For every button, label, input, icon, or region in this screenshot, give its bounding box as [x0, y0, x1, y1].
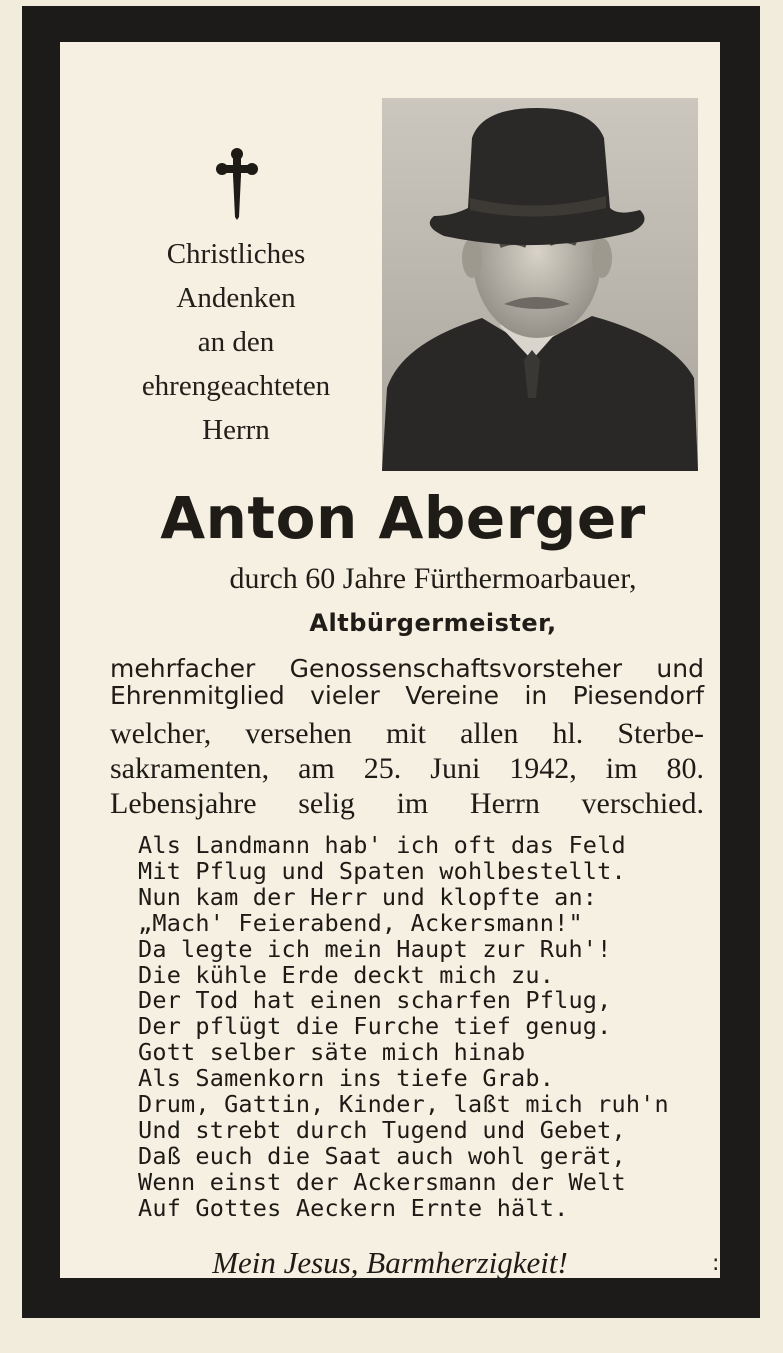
- poem-line: Da legte ich mein Haupt zur Ruh'!: [138, 934, 612, 963]
- memorial-intro: [110, 232, 362, 452]
- intro-line: Christliches: [166, 238, 306, 270]
- intro-line: an den: [197, 326, 275, 358]
- intro-line: Herrn: [202, 414, 270, 446]
- portrait-photo: [382, 98, 698, 471]
- poem-line: Wenn einst der Ackersmann der Welt: [138, 1167, 626, 1196]
- poem-line: „Mach' Feierabend, Ackersmann!": [138, 908, 583, 937]
- poem-line: Mit Pflug und Spaten wohlbestellt.: [138, 856, 626, 885]
- trefoil-cross-icon: [213, 145, 261, 221]
- poem-line: Daß euch die Saat auch wohl gerät,: [138, 1141, 626, 1170]
- poem-line: Der Tod hat einen scharfen Pflug,: [138, 986, 612, 1015]
- poem-line: Auf Gottes Aeckern Ernte hält.: [138, 1193, 569, 1222]
- intro-line: Andenken: [176, 282, 296, 314]
- death-line: welcher, versehen mit allen hl. Sterbe-: [110, 717, 704, 750]
- poem-line: Und strebt durch Tugend und Gebet,: [138, 1115, 626, 1144]
- roles-line: Ehrenmitglied vieler Vereine in Piesendorf: [110, 681, 704, 710]
- occupation-line: durch 60 Jahre Fürthermoarbauer,: [229, 562, 637, 595]
- poem-line: Als Samenkorn ins tiefe Grab.: [138, 1064, 555, 1093]
- poem-line: Als Landmann hab' ich oft das Feld: [138, 831, 626, 859]
- roles-line: mehrfacher Genossenschaftsvorsteher und: [110, 654, 704, 683]
- poem-line: Die kühle Erde deckt mich zu.: [138, 960, 555, 989]
- closing-prayer: Mein Jesus, Barmherzigkeit!: [212, 1245, 568, 1280]
- poem-line: Drum, Gattin, Kinder, laßt mich ruh'n: [138, 1090, 669, 1119]
- poem-line: Gott selber säte mich hinab: [138, 1038, 526, 1067]
- memorial-poem: [138, 833, 698, 1222]
- intro-line: ehrengeachteten: [141, 370, 331, 402]
- poem-line: Der pflügt die Furche tief genug.: [138, 1012, 612, 1041]
- death-line: sakramenten, am 25. Juni 1942, im 80.: [110, 752, 704, 785]
- death-line: Lebensjahre selig im Herrn verschied.: [110, 787, 704, 820]
- deceased-name: Anton Aberger: [160, 484, 646, 552]
- death-notice-text: [110, 716, 704, 821]
- former-mayor-line: Altbürgermeister,: [309, 609, 557, 637]
- roles-text: [110, 655, 704, 709]
- poem-line: Nun kam der Herr und klopfte an:: [138, 882, 598, 911]
- print-mark: :: [712, 1251, 720, 1276]
